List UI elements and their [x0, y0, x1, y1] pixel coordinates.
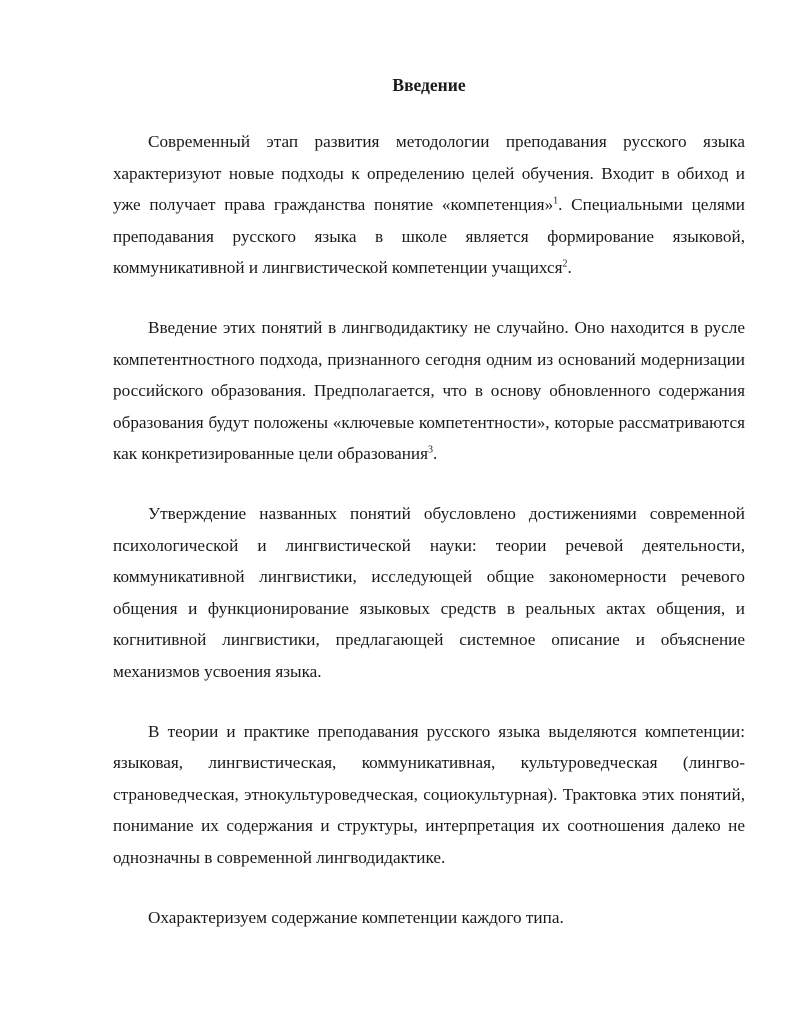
document-page — [113, 72, 745, 933]
paragraph-text: Охарактеризуем содержание компетенции каждого типа. — [148, 907, 564, 927]
paragraph-text: В теории и практике преподавания русского языка выделяются компетенции: языковая, лингвистическая, коммуникативная, культуроведческая (лингвострановедческая, этнокультуроведческая, социокультурная). Трактовка этих понятий, понимание их содержания и структуры, интерпретация их соотношения далеко не однозначны в современной лингводидактике. — [113, 721, 745, 867]
paragraph — [113, 902, 745, 934]
paragraph — [113, 126, 745, 284]
paragraph-text: . Специальными целями преподавания русского языка в школе является формирование языковой, коммуникативной и лингвистической компетенции учащихся — [113, 195, 745, 277]
paragraph-text: . — [567, 258, 572, 277]
paragraph — [113, 312, 745, 470]
paragraph-text: Утверждение названных понятий обусловлено достижениями современной психологической и лингвистической науки: теории речевой деятельности, коммуникативной лингвистики, исследующей общие закономерности речевого общения и функционирование языковых средств в реальных актах общения, и когнитивной лингвистики, предлагающей системное описание и объяснение механизмов усвоения языка. — [113, 504, 745, 681]
paragraph-text: . — [433, 444, 438, 463]
paragraph — [113, 498, 745, 687]
footnote-ref[interactable]: 2 — [562, 258, 568, 270]
section-heading: Введение — [392, 75, 466, 95]
paragraph-text: Современный этап развития методологии преподавания русского языка характеризуют новые подходы к определению целей обучения. Входит в обиход и уже получает права гражданства понятие «компетенция» — [113, 132, 745, 214]
footnote-ref[interactable]: 1 — [553, 195, 559, 207]
paragraph-text: Введение этих понятий в лингводидактику не случайно. Оно находится в русле компетентностного подхода, признанного сегодня одним из оснований модернизации российского образования. Предполагается, что в основу обновленного содержания образования будут положены «ключевые компетентности», которые рассматриваются как конкретизированные цели образования — [113, 318, 745, 463]
paragraph — [113, 716, 745, 874]
footnote-ref[interactable]: 3 — [428, 444, 434, 456]
